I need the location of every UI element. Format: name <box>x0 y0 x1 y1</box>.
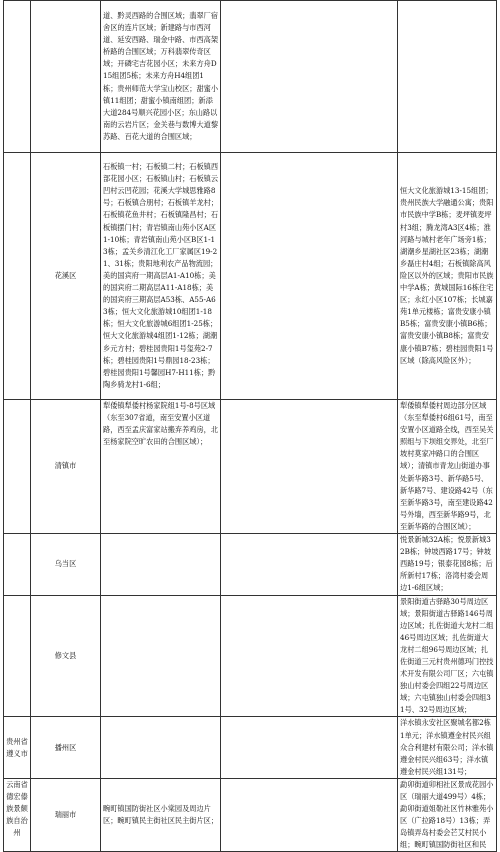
table-row <box>4 595 497 717</box>
table-row <box>4 1 497 153</box>
high-risk-cell <box>221 534 398 595</box>
low-risk-cell: 景阳街道古驿路30号周边区域；景阳街道古驿路146号周边区域；扎佐街道大龙村二组46号周边区域；扎佐街道大龙村二组96号周边区域；扎佐街道三元村贵州德玛门控技术开发有限公司厂区；六屯镇独山村委会四组22号周边区域；六屯镇独山村委会四组31号、32号周边区域； <box>398 595 497 717</box>
high-risk-cell <box>221 400 398 534</box>
province-cell <box>4 595 31 717</box>
medium-risk-cell: 石板镇一村；石板镇二村；石板镇西部花园小区；石板镇山村；石板镇云凹村云凹花园；花溪大学城思雅路8号；石板镇合朋村；石板镇羊龙村；石板镇花鱼井村；石板镇隆昌村；石板镇摆门村；青岩镇南山苑小区A区1-10栋；青岩镇南山苑小区B区1-13栋；孟关乡清江化工厂家属区19-21、31栋；贵阳地利农产品物流园；美的国宾府一期高层A1-A10栋；美的国宾府二期高层A11-A18栋；美的国宾府三期高层A53栋、A55-A63栋；恒大文化旅游城10组团1-18栋；恒大文化旅游城6组团1-25栋；恒大文化旅游城4组团1-12栋；湖潮乡元方村；碧桂园贵阳1号玺苑2-7栋；碧桂园贵阳1号鼎园18-23栋；碧桂园贵阳1号馨园H7-H11栋；黔陶乡骑龙村1-6组； <box>101 153 221 400</box>
district-cell: 清镇市 <box>31 400 101 534</box>
table-row <box>4 717 497 778</box>
medium-risk-cell: 道、黔灵西路的合围区域；翡翠厂宿舍区的连片区域；新建路与市西河道、延安西路、瑞金中路、市西高架桥路的合围区域；万科翡翠传奇区域；开磷宅吉花园小区；未来方舟D15组团5栋；未来方舟H4组团1栋；贵州师范大学宝山校区；甜蜜小镇11组团；甜蜜小镇南组团；新添大道284号顺兴花园小区；东山路以南的云岩片区；金关巷与数博大道黎苏路、百花大道的合围区域； <box>101 1 221 153</box>
district-cell: 瑞丽市 <box>31 778 101 852</box>
high-risk-cell <box>221 595 398 717</box>
district-cell: 花溪区 <box>31 153 101 400</box>
table-row <box>4 778 497 852</box>
medium-risk-cell: 畹町镇国防街社区小棠园及周边片区；畹町镇民主街社区民主街片区； <box>101 778 221 852</box>
province-cell: 贵州省遵义市 <box>4 717 31 778</box>
low-risk-cell <box>398 1 497 153</box>
medium-risk-cell <box>101 534 221 595</box>
high-risk-cell <box>221 778 398 852</box>
high-risk-cell <box>221 153 398 400</box>
risk-area-table <box>3 0 497 852</box>
high-risk-cell <box>221 1 398 153</box>
medium-risk-cell <box>101 717 221 778</box>
medium-risk-cell: 犁倭镇犁倭村杨家院组1号-8号区域（东至307省道，南至安置小区道路，西至孟庆富家站搬弃养鸡房，北至杨家院空旷农田的合围区域）； <box>101 400 221 534</box>
province-cell <box>4 534 31 595</box>
low-risk-cell: 洋水镇永安社区聚城名都2栋1单元；洋水镇遵金村民兴组众合利建材有限公司；洋水镇遵金村民兴组63号；洋水镇遵金村民兴组131号； <box>398 717 497 778</box>
district-cell <box>31 1 101 153</box>
table-row <box>4 534 497 595</box>
province-cell: 云南省德宏傣族景颇族自治州 <box>4 778 31 852</box>
low-risk-cell: 勐卯街道卯相社区景成花园小区（瑞丽大道499号）4栋；勐卯街道姐勒社区竹林雅苑小区（广拉路18号）13栋；弄岛镇弄岛村委会芒艾村民小组；畹町镇国防街社区和民 <box>398 778 497 852</box>
high-risk-cell <box>221 717 398 778</box>
district-cell: 播州区 <box>31 717 101 778</box>
low-risk-cell: 恒大文化旅游城13-15组团；贵州民族大学融通公寓；贵阳市民族中学B栋；麦坪镇麦坪村3组；腾龙湾A3区4栋；淮河路与城村老年广场旁1栋；湖潮乡星湖社区23栋；湖潮乡磊庄村4组；石板镇除高风险区以外的区域；贵阳市民族中学A栋；黄城国际16栋住宅区；永红小区107栋；长城嘉苑1单元楼栋；富贵安康小镇B5栋；富贵安康小镇B6栋；富贵安康小镇B8栋；富贵安康小镇B7栋；碧桂园贵阳1号区域（除高风险区外）； <box>398 153 497 400</box>
district-cell: 修文县 <box>31 595 101 717</box>
district-cell: 乌当区 <box>31 534 101 595</box>
province-cell <box>4 1 31 153</box>
province-cell <box>4 153 31 400</box>
table-row <box>4 400 497 534</box>
table-row <box>4 153 497 400</box>
province-cell <box>4 400 31 534</box>
medium-risk-cell <box>101 595 221 717</box>
low-risk-cell: 犁倭镇犁倭村周边部分区域（东至犁倭村6组61号，南至安置小区道路全线，西至吴关照组与下坝组交界处，北至厂坡村莫家冲路口的合围区域）；清镇市青龙山街道办事处新华路3号、新华路5号、新华路7号、建设路42号（东至新华路3号，南至建设路42号外墙，西至新华路9号，北至新华路的合围区域）； <box>398 400 497 534</box>
low-risk-cell: 悦景新城32A栋；悦景新城32B栋；钟坡西路17号；钟坡西路19号；银泰花园8栋；后所新村17栋；洛湾村委会周边1-6组区域； <box>398 534 497 595</box>
